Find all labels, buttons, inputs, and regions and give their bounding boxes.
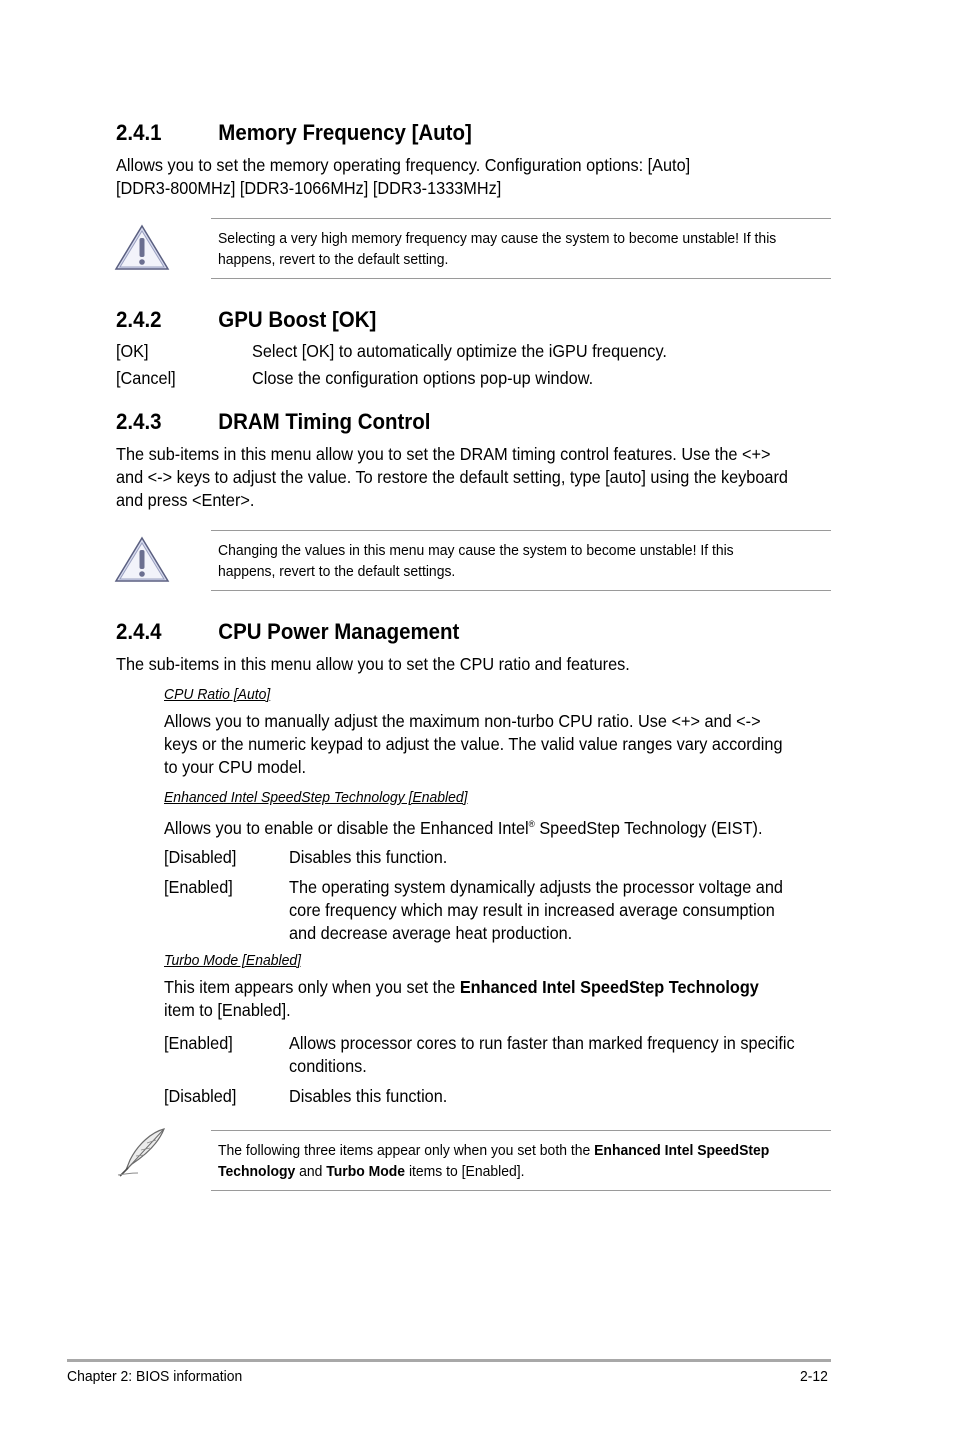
section-title-cpu-power xyxy=(116,619,459,645)
dram-timing-description xyxy=(116,443,832,512)
section-title-gpu-boost xyxy=(116,307,376,333)
option-description xyxy=(289,1032,828,1078)
text-line: conditions. xyxy=(289,1056,367,1076)
feather-pen-icon xyxy=(114,1126,170,1178)
warning-icon xyxy=(114,534,170,584)
text-line: Changing the values in this menu may cause the system to become unstable! If this xyxy=(218,542,734,559)
memory-frequency-warning xyxy=(218,229,832,270)
section-heading: Memory Frequency [Auto] xyxy=(218,120,472,145)
text-line: happens, revert to the default setting. xyxy=(218,250,449,268)
text-line: and press <Enter>. xyxy=(116,490,255,510)
text-span: This item appears only when you set the xyxy=(164,977,460,997)
text-line: Allows you to manually adjust the maximum non-turbo CPU ratio. Use <+> and <-> xyxy=(164,711,761,731)
option-description: Close the configuration options pop-up window. xyxy=(252,368,594,388)
text-line: item to [Enabled]. xyxy=(164,1000,291,1020)
text-line xyxy=(218,1141,832,1162)
bold-text: Turbo Mode xyxy=(326,1162,406,1180)
divider xyxy=(211,530,831,531)
subheading-turbo-mode: Turbo Mode [Enabled] xyxy=(164,952,302,969)
option-label: [OK] xyxy=(116,341,149,361)
footer-chapter: Chapter 2: BIOS information xyxy=(67,1368,243,1385)
dram-timing-warning xyxy=(218,541,832,582)
text-line: core frequency which may result in increased average consumption xyxy=(289,900,775,920)
text-span: items to [Enabled]. xyxy=(405,1162,525,1180)
option-label: [Cancel] xyxy=(116,368,176,388)
warning-icon xyxy=(114,222,170,272)
text-span: SpeedStep Technology (EIST). xyxy=(534,817,763,838)
cpu-power-intro: The sub-items in this menu allow you to set the CPU ratio and features. xyxy=(116,654,630,674)
divider xyxy=(211,218,831,219)
section-heading: CPU Power Management xyxy=(218,619,460,644)
bold-text: Technology xyxy=(218,1162,296,1180)
text-line: Allows processor cores to run faster than marked frequency in specific xyxy=(289,1033,795,1053)
cpu-power-note xyxy=(218,1141,832,1182)
section-number: 2.4.3 xyxy=(116,409,162,434)
footer-divider xyxy=(67,1359,831,1362)
divider xyxy=(211,1130,831,1131)
option-label: [Enabled] xyxy=(164,877,233,897)
text-line: happens, revert to the default settings. xyxy=(218,562,456,580)
option-label: [Disabled] xyxy=(164,847,237,867)
text-line: Selecting a very high memory frequency may cause the system to become unstable! If this xyxy=(218,230,777,247)
text-line: to your CPU model. xyxy=(164,757,307,777)
text-line: The sub-items in this menu allow you to set the DRAM timing control features. Use the <+> xyxy=(116,444,771,464)
option-description xyxy=(289,876,828,945)
section-heading: GPU Boost [OK] xyxy=(218,307,377,332)
section-number: 2.4.2 xyxy=(116,307,162,332)
option-description: Select [OK] to automatically optimize the iGPU frequency. xyxy=(252,341,667,361)
text-span: Allows you to enable or disable the Enhanced Intel xyxy=(164,817,529,838)
cpu-ratio-description xyxy=(164,710,834,779)
option-description: Disables this function. xyxy=(289,1086,448,1106)
divider xyxy=(211,590,831,591)
text-line: keys or the numeric keypad to adjust the value. The valid value ranges vary according xyxy=(164,734,783,754)
divider xyxy=(211,1190,831,1191)
subheading-eist: Enhanced Intel SpeedStep Technology [Enabled] xyxy=(164,789,468,806)
text-line xyxy=(164,976,834,999)
registered-mark: ® xyxy=(528,819,535,829)
option-label: [Disabled] xyxy=(164,1086,237,1106)
text-line xyxy=(218,1162,832,1183)
section-heading: DRAM Timing Control xyxy=(218,409,431,434)
text-span: and xyxy=(295,1162,327,1180)
bold-text: Enhanced Intel SpeedStep xyxy=(594,1142,770,1159)
text-line: Allows you to set the memory operating frequency. Configuration options: [Auto] xyxy=(116,155,691,175)
divider xyxy=(211,278,831,279)
section-number: 2.4.4 xyxy=(116,619,162,644)
text-line: and <-> keys to adjust the value. To restore the default setting, type [auto] using the keyboard xyxy=(116,467,788,487)
memory-frequency-description xyxy=(116,154,823,200)
bold-text: Enhanced Intel SpeedStep Technology xyxy=(459,977,759,997)
page-number: 2-12 xyxy=(800,1368,828,1385)
turbo-mode-description xyxy=(164,976,834,1022)
text-line: [DDR3-800MHz] [DDR3-1066MHz] [DDR3-1333MHz] xyxy=(116,178,502,198)
text-span: The following three items appear only when you set both the xyxy=(218,1142,595,1159)
subheading-cpu-ratio: CPU Ratio [Auto] xyxy=(164,686,271,703)
section-title-dram-timing xyxy=(116,409,430,435)
option-description: Disables this function. xyxy=(289,847,448,867)
text-line: The operating system dynamically adjusts the processor voltage and xyxy=(289,877,783,897)
eist-description xyxy=(164,813,762,840)
option-label: [Enabled] xyxy=(164,1033,233,1053)
text-line: and decrease average heat production. xyxy=(289,923,573,943)
section-number: 2.4.1 xyxy=(116,120,162,145)
section-title-memory-frequency xyxy=(116,120,472,146)
